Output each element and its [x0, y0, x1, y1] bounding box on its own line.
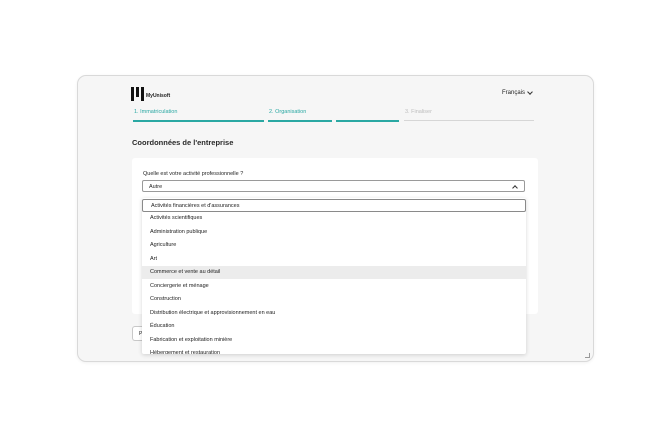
- chevron-down-icon: [527, 89, 533, 95]
- stepper: [133, 109, 534, 123]
- step-3-label: 3. Finaliser: [405, 109, 432, 115]
- option-agriculture[interactable]: Agriculture: [150, 242, 177, 248]
- language-label: Français: [501, 90, 525, 96]
- step-2-bar-part-a: [268, 120, 332, 122]
- step-3-bar: [404, 120, 534, 121]
- previous-button-label: P: [139, 331, 143, 337]
- option-fabrication[interactable]: Fabrication et exploitation minière: [150, 337, 233, 343]
- language-selector[interactable]: [502, 90, 532, 96]
- option-distribution-electrique[interactable]: Distribution électrique et approvisionnement en eau: [150, 310, 276, 316]
- activity-select-value: Autre: [149, 184, 163, 190]
- activity-question-label: Quelle est votre activité professionnelle ?: [143, 171, 244, 177]
- logo-text: MyUnisoft: [146, 93, 171, 99]
- step-1-label: 1. Immatriculation: [134, 109, 178, 115]
- logo-mark-icon: [131, 87, 144, 101]
- option-commerce[interactable]: Commerce et vente au détail: [142, 266, 526, 279]
- activity-select[interactable]: [142, 180, 525, 192]
- step-1-bar: [133, 120, 264, 122]
- step-2-label: 2. Organisation: [269, 109, 307, 115]
- option-activites-scientifiques[interactable]: Activités scientifiques: [150, 215, 203, 221]
- option-conciergerie[interactable]: Conciergerie et ménage: [150, 283, 209, 289]
- step-2-bar-part-b: [336, 120, 399, 122]
- resize-handle-icon[interactable]: [585, 353, 590, 358]
- option-construction[interactable]: Construction: [150, 296, 181, 302]
- option-administration-publique[interactable]: Administration publique: [150, 229, 208, 235]
- activity-options-list: [142, 198, 526, 354]
- myunisoft-logo: [131, 87, 170, 101]
- chevron-up-icon: [512, 185, 518, 191]
- option-education[interactable]: Éducation: [150, 323, 175, 329]
- option-hebergement[interactable]: Hébergement et restauration: [150, 350, 221, 354]
- section-title: Coordonnées de l'entreprise: [132, 138, 234, 147]
- option-activites-financieres[interactable]: Activités financières et d'assurances: [142, 199, 526, 212]
- option-art[interactable]: Art: [150, 256, 158, 262]
